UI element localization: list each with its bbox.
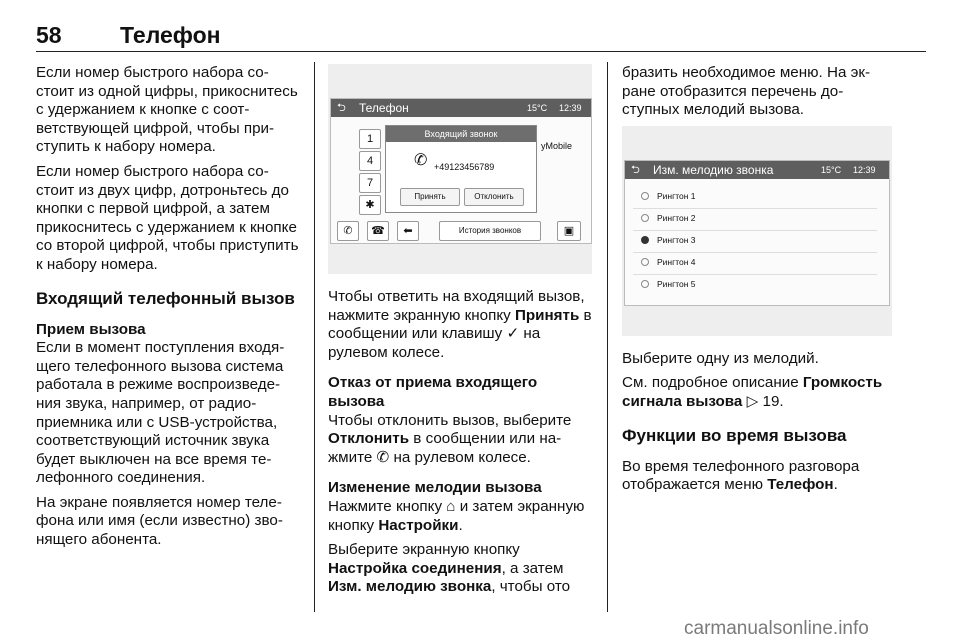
paragraph: Если номер быстрого набора состоит из двух цифр, дотроньтесь до кнопки с первой цифрой, а затем прикоснитесь с удержанием к кнопке со второй цифрой, чтобы приступить к набору номера.: [36, 162, 299, 273]
paragraph: [328, 498, 594, 535]
section-heading: Входящий телефонный вызов: [36, 288, 295, 308]
network-label: yMobile: [541, 141, 573, 151]
text-bold: Отклонить: [328, 430, 410, 448]
text: Чтобы ответить на входящий вызов, нажмите экранную кнопку: [328, 288, 585, 324]
paragraph: Выберите одну из мелодий.: [622, 349, 819, 367]
text-bold: Телефон: [767, 476, 834, 494]
paragraph: [328, 541, 594, 597]
key-7[interactable]: 7: [359, 173, 381, 193]
mute-icon[interactable]: ▣: [557, 221, 581, 241]
clock: 12:39: [559, 103, 582, 113]
paragraph: [622, 458, 892, 495]
text-bold: Громкость сигнала вызова: [622, 374, 883, 410]
radio-icon: [641, 280, 649, 288]
text: См. подробное описание: [622, 374, 803, 392]
screen: [330, 98, 592, 244]
text: Выберите экранную кнопку: [328, 541, 520, 559]
ringtone-label: Рингтон 4: [657, 256, 696, 267]
subsection-heading: Прием вызова: [36, 320, 146, 338]
key-1[interactable]: 1: [359, 129, 381, 149]
radio-icon: [641, 214, 649, 222]
page-ref-icon: ▷: [742, 392, 759, 410]
text: Во время телефонного разговора отображается меню: [622, 457, 860, 494]
column-divider-2: [607, 62, 608, 612]
ringtone-option[interactable]: [641, 233, 696, 247]
backspace-icon[interactable]: ⬅: [397, 221, 419, 241]
ringtone-option[interactable]: [641, 211, 696, 225]
text: Нажмите кнопку: [328, 497, 447, 515]
page-header: [36, 22, 926, 52]
ringtone-option[interactable]: [641, 189, 696, 203]
radio-icon: [641, 258, 649, 266]
divider: [633, 208, 877, 209]
back-arrow-icon: ⮌: [631, 163, 640, 176]
back-arrow-icon: ⮌: [337, 102, 346, 114]
text: в сообщении или клавишу: [328, 306, 592, 343]
temperature: 15°C: [821, 164, 842, 175]
text: , чтобы ото: [491, 578, 571, 596]
status-bar: [625, 161, 889, 179]
text-bold: Принять: [514, 306, 580, 324]
paragraph: Если номер быстрого набора состоит из одной цифры, прикоснитесь с удержанием к кнопке с соответствующей цифрой, чтобы приступить к набору номера.: [36, 64, 298, 156]
text-bold: Изм. мелодию звонка: [328, 578, 492, 596]
radio-icon: [641, 192, 649, 200]
text-bold: Настройка соединения: [328, 559, 502, 577]
text: на рулевом колесе.: [389, 448, 531, 466]
accept-button[interactable]: Принять: [400, 188, 460, 206]
key-4[interactable]: 4: [359, 151, 381, 171]
key-star[interactable]: ✱: [359, 195, 381, 215]
text: , а затем: [501, 559, 564, 577]
paragraph: бразить необходимое меню. На экране отобразится перечень доступных мелодий вызова.: [622, 64, 871, 119]
column-2: [328, 64, 594, 603]
call-icon[interactable]: ✆: [337, 221, 359, 241]
ringtone-option[interactable]: [641, 255, 696, 269]
header-rule: [36, 51, 926, 52]
screenshot-incoming-call: [328, 64, 592, 274]
text-bold: Настройки: [378, 516, 459, 534]
page-number: 58: [36, 22, 62, 48]
ringtone-label: Рингтон 3: [657, 234, 696, 245]
text: Чтобы отклонить вызов, выберите: [328, 411, 572, 429]
caller-number: +49123456789: [434, 162, 495, 172]
radio-selected-icon: [641, 236, 649, 244]
reject-key-icon: ✆: [376, 448, 390, 466]
ringtone-label: Рингтон 5: [657, 278, 696, 289]
paragraph: [328, 288, 594, 362]
screenshot-ringtone-menu: [622, 126, 892, 336]
paragraph: [328, 412, 594, 468]
text: 19.: [758, 392, 784, 410]
ringtone-label: Рингтон 1: [657, 190, 696, 201]
hangup-icon[interactable]: ☎: [367, 221, 389, 241]
screen-title: Телефон: [359, 101, 409, 115]
text: в сообщении или нажмите: [328, 430, 562, 466]
divider: [633, 274, 877, 275]
home-icon: ⌂: [446, 497, 456, 515]
text: и затем экранную кнопку: [328, 497, 585, 534]
column-3: [622, 64, 892, 501]
subsection-heading: Отказ от приема входящего вызова: [328, 374, 538, 410]
answer-key-icon: ✓: [506, 325, 520, 343]
screen-title: Изм. мелодию звонка: [653, 162, 774, 177]
temperature: 15°C: [527, 103, 548, 113]
divider: [633, 230, 877, 231]
incoming-call-popup: [385, 125, 537, 213]
text: .: [833, 476, 838, 494]
clock: 12:39: [853, 164, 876, 175]
status-bar: [331, 99, 591, 117]
divider: [633, 252, 877, 253]
ringtone-option[interactable]: [641, 277, 696, 291]
section-heading: Функции во время вызова: [622, 425, 847, 445]
page-title: Телефон: [120, 22, 221, 48]
watermark: carmanualsonline.info: [684, 618, 869, 639]
column-1: [36, 64, 300, 556]
phone-icon: ✆: [414, 152, 428, 169]
screen: [624, 160, 890, 306]
call-history-button[interactable]: История звонков: [439, 221, 541, 241]
ringtone-label: Рингтон 2: [657, 212, 696, 223]
paragraph: На экране появляется номер телефона или имя (если известно) звонящего абонента.: [36, 493, 283, 549]
decline-button[interactable]: Отклонить: [464, 188, 524, 206]
column-divider-1: [314, 62, 315, 612]
subsection-heading: Изменение мелодии вызова: [328, 479, 542, 497]
text: .: [458, 516, 463, 534]
text: на рулевом колесе.: [328, 325, 541, 361]
popup-title: Входящий звонок: [386, 126, 536, 142]
paragraph: [622, 374, 892, 411]
paragraph: Если в момент поступления входящего телефонного вызова система работала в режиме воспроизведения звука, например, от радиоприемника или с USB-устройства, соответствующий источник звука будет выключен на все время телефонного соединения.: [36, 339, 285, 487]
